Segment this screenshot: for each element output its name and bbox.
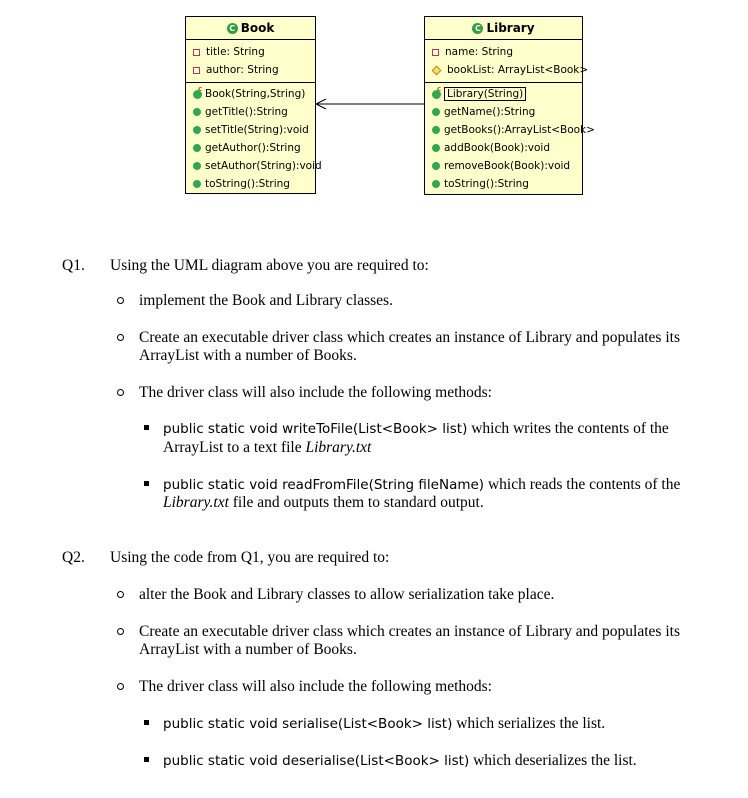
circle-bullet-icon — [117, 389, 124, 396]
q1-number: Q1. — [62, 257, 85, 274]
circle-bullet-icon — [117, 334, 124, 341]
q1-method-read: public static void readFromFile(String fileName) which reads the contents of the — [163, 476, 681, 493]
q1-method-write-line2: ArrayList to a text file Library.txt — [163, 439, 372, 456]
library-method: toString():String — [425, 175, 582, 193]
book-attribute: title: String — [186, 43, 315, 61]
q2-item-alter: alter the Book and Library classes to allow serialization take place. — [139, 586, 555, 603]
circle-bullet-icon — [117, 591, 124, 598]
circle-bullet-icon — [117, 297, 124, 304]
library-class-title: Library — [486, 21, 535, 35]
q1-item-implement: implement the Book and Library classes. — [139, 292, 393, 309]
association-arrow — [0, 0, 748, 200]
q1-method-write: public static void writeToFile(List<Book> list) which writes the contents of the — [163, 420, 669, 437]
square-bullet-icon — [144, 481, 149, 486]
library-method: getBooks():ArrayList<Book> — [425, 121, 582, 139]
class-icon: C — [227, 23, 238, 34]
book-class-title: Book — [240, 21, 275, 35]
q1-item-driver-line1: Create an executable driver class which creates an instance of Library and populates its — [139, 329, 680, 346]
q2-item-methods: The driver class will also include the following methods: — [139, 678, 492, 695]
library-method: removeBook(Book):void — [425, 157, 582, 175]
circle-bullet-icon — [117, 683, 124, 690]
q1-item-driver-line2: ArrayList with a number of Books. — [139, 347, 357, 364]
class-icon: C — [472, 23, 483, 34]
q1-method-read-line2: Library.txt file and outputs them to standard output. — [163, 494, 484, 511]
q1-intro: Using the UML diagram above you are required to: — [110, 257, 429, 274]
book-method: setAuthor(String):void — [186, 157, 315, 175]
library-method: getName():String — [425, 103, 582, 121]
q2-number: Q2. — [62, 549, 85, 566]
circle-bullet-icon — [117, 628, 124, 635]
square-bullet-icon — [144, 757, 149, 762]
square-bullet-icon — [144, 720, 149, 725]
q1-item-methods: The driver class will also include the following methods: — [139, 384, 492, 401]
square-bullet-icon — [144, 425, 149, 430]
library-constructor: c Library(String) — [425, 85, 582, 103]
book-constructor: c Book(String,String) — [186, 85, 315, 103]
q2-method-serialise: public static void serialise(List<Book> list) which serializes the list. — [163, 715, 606, 732]
book-method: toString():String — [186, 175, 315, 193]
library-attribute: bookList: ArrayList<Book> — [425, 61, 582, 79]
q2-intro: Using the code from Q1, you are required to: — [110, 549, 390, 566]
q2-method-deserialise: public static void deserialise(List<Book> list) which deserializes the list. — [163, 752, 637, 769]
q2-item-driver-line2: ArrayList with a number of Books. — [139, 641, 357, 658]
book-method: getTitle():String — [186, 103, 315, 121]
q2-item-driver-line1: Create an executable driver class which creates an instance of Library and populates its — [139, 623, 680, 640]
library-method: addBook(Book):void — [425, 139, 582, 157]
library-attribute: name: String — [425, 43, 582, 61]
book-method: getAuthor():String — [186, 139, 315, 157]
book-attribute: author: String — [186, 61, 315, 79]
book-method: setTitle(String):void — [186, 121, 315, 139]
